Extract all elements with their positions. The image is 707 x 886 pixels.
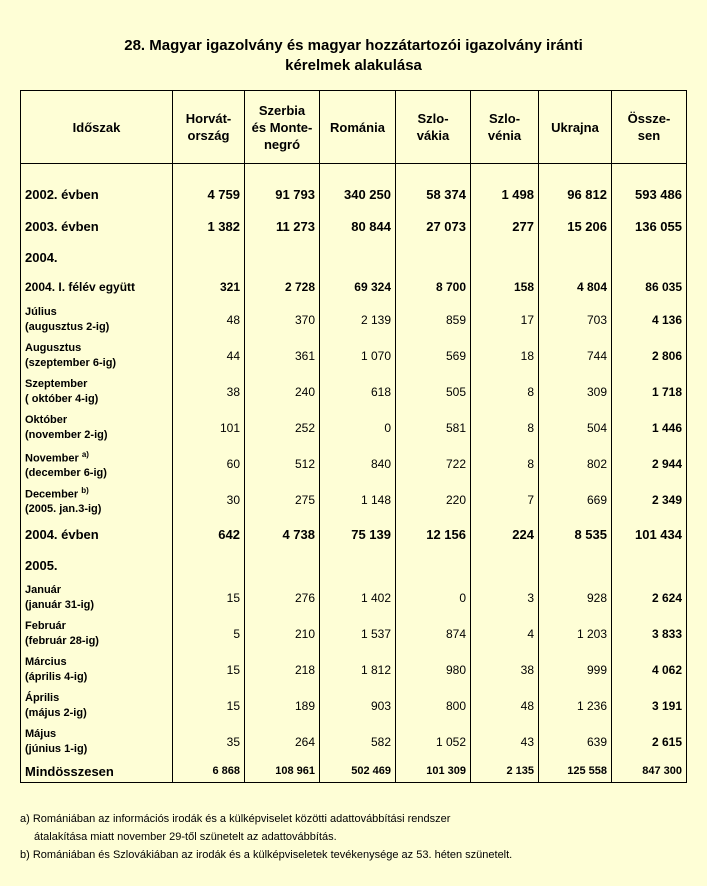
cell: 125 558 bbox=[539, 760, 612, 783]
cell: 1 812 bbox=[320, 652, 396, 688]
title-line-1: 28. Magyar igazolvány és magyar hozzátartozói igazolvány iránti bbox=[124, 37, 583, 54]
cell: 44 bbox=[173, 338, 245, 374]
cell: 800 bbox=[396, 688, 471, 724]
cell: 48 bbox=[471, 688, 539, 724]
cell: 512 bbox=[245, 446, 320, 482]
table-row bbox=[21, 580, 687, 616]
cell: 15 bbox=[173, 652, 245, 688]
cell: 38 bbox=[471, 652, 539, 688]
footnote-b: b) Romániában és Szlovákiában az irodák és a külképviseletek tevékenysége az 53. héten szünetelt. bbox=[20, 849, 513, 861]
table-row bbox=[21, 338, 687, 374]
spacer-row bbox=[21, 164, 687, 179]
cell: 8 bbox=[471, 446, 539, 482]
cell: 17 bbox=[471, 302, 539, 338]
row-label: 2004. I. félév együtt bbox=[21, 272, 173, 302]
cell: 903 bbox=[320, 688, 396, 724]
cell: 2 615 bbox=[612, 724, 687, 760]
header-row bbox=[21, 91, 687, 164]
col-header-romania: Románia bbox=[320, 91, 396, 164]
row-label: November $^{a)}$ (december 6-ig) bbox=[21, 446, 173, 482]
row-label: Július (augusztus 2-ig) bbox=[21, 302, 173, 338]
cell: 27 073 bbox=[396, 210, 471, 242]
cell: 4 804 bbox=[539, 272, 612, 302]
row-label: Március (április 4-ig) bbox=[21, 652, 173, 688]
cell: 8 535 bbox=[539, 518, 612, 550]
cell: 340 250 bbox=[320, 178, 396, 210]
cell: 581 bbox=[396, 410, 471, 446]
cell: 321 bbox=[173, 272, 245, 302]
cell: 96 812 bbox=[539, 178, 612, 210]
cell: 6 868 bbox=[173, 760, 245, 783]
cell: 2 135 bbox=[471, 760, 539, 783]
cell: 859 bbox=[396, 302, 471, 338]
cell: 11 273 bbox=[245, 210, 320, 242]
cell: 15 bbox=[173, 580, 245, 616]
cell: 8 bbox=[471, 374, 539, 410]
cell: 669 bbox=[539, 482, 612, 518]
table-title bbox=[0, 36, 707, 76]
section-row bbox=[21, 550, 687, 580]
table-row bbox=[21, 518, 687, 550]
cell: 3 bbox=[471, 580, 539, 616]
cell: 218 bbox=[245, 652, 320, 688]
cell: 136 055 bbox=[612, 210, 687, 242]
row-label: 2004. évben bbox=[21, 518, 173, 550]
cell: 264 bbox=[245, 724, 320, 760]
cell: 101 434 bbox=[612, 518, 687, 550]
cell: 593 486 bbox=[612, 178, 687, 210]
cell: 4 062 bbox=[612, 652, 687, 688]
cell: 874 bbox=[396, 616, 471, 652]
cell: 240 bbox=[245, 374, 320, 410]
section-row bbox=[21, 242, 687, 272]
cell: 1 052 bbox=[396, 724, 471, 760]
cell: 1 498 bbox=[471, 178, 539, 210]
footnote-a-line2: átalakítása miatt november 29-től szünetelt az adattovábbítás. bbox=[34, 831, 337, 843]
col-header-croatia: Horvát- ország bbox=[173, 91, 245, 164]
cell: 2 806 bbox=[612, 338, 687, 374]
col-header-slovakia: Szlo- vákia bbox=[396, 91, 471, 164]
cell: 189 bbox=[245, 688, 320, 724]
cell: 101 309 bbox=[396, 760, 471, 783]
cell: 43 bbox=[471, 724, 539, 760]
row-label: Április (május 2-ig) bbox=[21, 688, 173, 724]
cell: 101 bbox=[173, 410, 245, 446]
cell: 1 070 bbox=[320, 338, 396, 374]
row-label: Szeptember ( október 4-ig) bbox=[21, 374, 173, 410]
cell: 642 bbox=[173, 518, 245, 550]
cell: 69 324 bbox=[320, 272, 396, 302]
cell: 58 374 bbox=[396, 178, 471, 210]
table-row bbox=[21, 688, 687, 724]
table-row bbox=[21, 652, 687, 688]
table-row bbox=[21, 482, 687, 518]
cell: 505 bbox=[396, 374, 471, 410]
cell: 1 382 bbox=[173, 210, 245, 242]
table-row bbox=[21, 374, 687, 410]
cell: 999 bbox=[539, 652, 612, 688]
cell: 210 bbox=[245, 616, 320, 652]
cell: 4 738 bbox=[245, 518, 320, 550]
row-label: Mindösszesen bbox=[21, 760, 173, 783]
table-row bbox=[21, 446, 687, 482]
cell: 0 bbox=[320, 410, 396, 446]
cell: 802 bbox=[539, 446, 612, 482]
cell: 91 793 bbox=[245, 178, 320, 210]
footnote-marker: b) bbox=[81, 485, 89, 495]
table-row bbox=[21, 302, 687, 338]
cell: 30 bbox=[173, 482, 245, 518]
cell: 8 700 bbox=[396, 272, 471, 302]
cell: 18 bbox=[471, 338, 539, 374]
cell: 569 bbox=[396, 338, 471, 374]
cell: 2 728 bbox=[245, 272, 320, 302]
title-line-2: kérelmek alakulása bbox=[285, 57, 422, 74]
cell: 75 139 bbox=[320, 518, 396, 550]
cell: 722 bbox=[396, 446, 471, 482]
cell: 276 bbox=[245, 580, 320, 616]
cell: 744 bbox=[539, 338, 612, 374]
cell: 618 bbox=[320, 374, 396, 410]
cell: 15 bbox=[173, 688, 245, 724]
row-label: Október (november 2-ig) bbox=[21, 410, 173, 446]
data-table bbox=[20, 90, 687, 783]
cell: 847 300 bbox=[612, 760, 687, 783]
cell: 12 156 bbox=[396, 518, 471, 550]
cell: 15 206 bbox=[539, 210, 612, 242]
cell: 108 961 bbox=[245, 760, 320, 783]
cell: 252 bbox=[245, 410, 320, 446]
col-header-serbia: Szerbia és Monte- negró bbox=[245, 91, 320, 164]
cell: 275 bbox=[245, 482, 320, 518]
cell: 1 446 bbox=[612, 410, 687, 446]
col-header-ukraine: Ukrajna bbox=[539, 91, 612, 164]
col-header-period: Időszak bbox=[21, 91, 173, 164]
cell: 840 bbox=[320, 446, 396, 482]
row-label: Május (június 1-ig) bbox=[21, 724, 173, 760]
cell: 1 402 bbox=[320, 580, 396, 616]
cell: 0 bbox=[396, 580, 471, 616]
cell: 4 136 bbox=[612, 302, 687, 338]
table-row bbox=[21, 210, 687, 242]
cell: 2 944 bbox=[612, 446, 687, 482]
cell: 5 bbox=[173, 616, 245, 652]
table-row bbox=[21, 272, 687, 302]
cell: 3 833 bbox=[612, 616, 687, 652]
cell: 1 236 bbox=[539, 688, 612, 724]
row-label: 2003. évben bbox=[21, 210, 173, 242]
footnote-marker: a) bbox=[81, 449, 89, 459]
cell: 158 bbox=[471, 272, 539, 302]
cell: 582 bbox=[320, 724, 396, 760]
total-row bbox=[21, 760, 687, 783]
cell: 1 148 bbox=[320, 482, 396, 518]
cell: 220 bbox=[396, 482, 471, 518]
cell: 60 bbox=[173, 446, 245, 482]
cell: 928 bbox=[539, 580, 612, 616]
table-row bbox=[21, 178, 687, 210]
row-label: Január (január 31-ig) bbox=[21, 580, 173, 616]
cell: 502 469 bbox=[320, 760, 396, 783]
table-row bbox=[21, 616, 687, 652]
cell: 224 bbox=[471, 518, 539, 550]
table-row bbox=[21, 410, 687, 446]
cell: 38 bbox=[173, 374, 245, 410]
cell: 1 203 bbox=[539, 616, 612, 652]
cell: 703 bbox=[539, 302, 612, 338]
cell: 1 718 bbox=[612, 374, 687, 410]
cell: 277 bbox=[471, 210, 539, 242]
row-label: Augusztus (szeptember 6-ig) bbox=[21, 338, 173, 374]
cell: 361 bbox=[245, 338, 320, 374]
cell: 35 bbox=[173, 724, 245, 760]
cell: 309 bbox=[539, 374, 612, 410]
cell: 86 035 bbox=[612, 272, 687, 302]
cell: 3 191 bbox=[612, 688, 687, 724]
cell: 4 759 bbox=[173, 178, 245, 210]
cell: 2 624 bbox=[612, 580, 687, 616]
cell: 80 844 bbox=[320, 210, 396, 242]
row-label: 2002. évben bbox=[21, 178, 173, 210]
cell: 504 bbox=[539, 410, 612, 446]
section-label: 2004. bbox=[21, 242, 173, 272]
cell: 2 139 bbox=[320, 302, 396, 338]
cell: 48 bbox=[173, 302, 245, 338]
section-label: 2005. bbox=[21, 550, 173, 580]
cell: 8 bbox=[471, 410, 539, 446]
footnotes bbox=[20, 810, 686, 864]
row-label: Február (február 28-ig) bbox=[21, 616, 173, 652]
cell: 2 349 bbox=[612, 482, 687, 518]
cell: 1 537 bbox=[320, 616, 396, 652]
col-header-slovenia: Szlo- vénia bbox=[471, 91, 539, 164]
cell: 370 bbox=[245, 302, 320, 338]
cell: 4 bbox=[471, 616, 539, 652]
cell: 639 bbox=[539, 724, 612, 760]
footnote-a-line1: a) Romániában az információs irodák és a külképviselet közötti adattovábbítási rendszer bbox=[20, 813, 451, 825]
table-row bbox=[21, 724, 687, 760]
cell: 7 bbox=[471, 482, 539, 518]
row-label: December $^{b)}$ (2005. jan.3-ig) bbox=[21, 482, 173, 518]
col-header-total: Össze- sen bbox=[612, 91, 687, 164]
cell: 980 bbox=[396, 652, 471, 688]
